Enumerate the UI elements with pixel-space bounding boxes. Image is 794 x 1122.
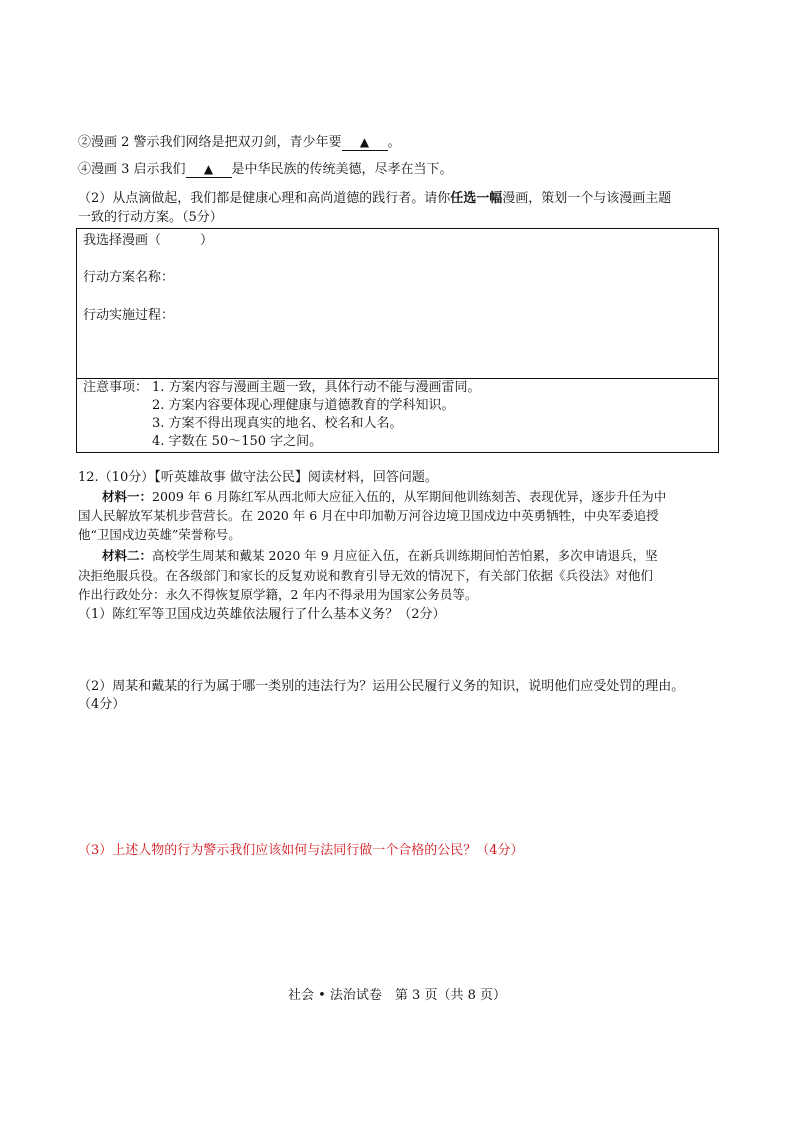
note-item: 4. 字数在 50～150 字之间。 <box>152 434 323 449</box>
triangle-icon: ▲ <box>203 162 214 176</box>
material-1-line3: 他“卫国戍边英雄”荣誉称号。 <box>78 527 241 542</box>
material-2-label: 材料二： <box>102 548 153 563</box>
q12-sub3: （3）上述人物的行为警示我们应该如何与法同行做一个合格的公民？（4分） <box>78 843 524 858</box>
q11-part2-line2: 一致的行动方案。（5分） <box>78 210 223 225</box>
q12-title: 12.（10分）【听英雄故事 做守法公民】阅读材料，回答问题。 <box>78 470 438 485</box>
note-item: 2. 方案内容要体现心理健康与道德教育的学科知识。 <box>152 398 455 413</box>
notes-label: 注意事项： <box>83 380 149 395</box>
q11-part2-line1: （2）从点滴做起，我们都是健康心理和高尚道德的践行者。请你任选一幅漫画，策划一个与该漫画主题 <box>78 191 672 206</box>
material-1-label: 材料一： <box>102 489 153 504</box>
q11-item-4-text: ④漫画 3 启示我们 <box>78 162 186 177</box>
note-item: 1. 方案内容与漫画主题一致，具体行动不能与漫画雷同。 <box>152 380 481 395</box>
q11-item-2: ②漫画 2 警示我们网络是把双刃剑，青少年要 ▲ 。 <box>78 135 401 150</box>
action-plan-box <box>76 228 719 453</box>
answer-area[interactable] <box>77 229 718 379</box>
answer-blank[interactable] <box>342 135 388 151</box>
q11-item-4: ④漫画 3 启示我们 ▲ 是中华民族的传统美德，尽孝在当下。 <box>78 162 453 177</box>
q12-sub2: （2）周某和戴某的行为属于哪一类别的违法行为？运用公民履行义务的知识，说明他们应受处罚的理由。 <box>78 679 685 694</box>
q12-sub2-line2: （4分） <box>78 697 126 712</box>
plan-process-label: 行动实施过程： <box>83 308 175 323</box>
page-footer: 社会 • 法治试卷 第 3 页（共 8 页） <box>287 988 506 1003</box>
note-item: 3. 方案不得出现真实的地名、校名和人名。 <box>152 416 403 431</box>
plan-name-label: 行动方案名称： <box>83 270 175 285</box>
material-1-line2: 国人民解放军某机步营营长。在 2020 年 6 月在中印加勒万河谷边境卫国戍边中英勇牺牲，中央军委追授 <box>78 508 659 523</box>
emphasis-text: 任选一幅 <box>450 191 503 206</box>
answer-blank[interactable] <box>186 162 232 178</box>
choose-comic-label: 我选择漫画（ ） <box>83 233 214 248</box>
material-2: 材料二：高校学生周某和戴某 2020 年 9 月应征入伍，在新兵训练期间怕苦怕累，多次申请退兵，坚 <box>102 548 658 563</box>
notes-section <box>77 379 718 452</box>
material-2-line2: 决拒绝服兵役。在各级部门和家长的反复劝说和教育引导无效的情况下，有关部门依据《兵役法》对他们 <box>78 568 654 583</box>
q12-sub1: （1）陈红军等卫国戍边英雄依法履行了什么基本义务？（2分） <box>78 607 446 622</box>
triangle-icon: ▲ <box>359 135 370 149</box>
material-1: 材料一：2009 年 6 月陈红军从西北师大应征入伍的，从军期间他训练刻苦、表现优异，逐步升任为中 <box>102 489 667 504</box>
q11-item-2-text: ②漫画 2 警示我们网络是把双刃剑，青少年要 <box>78 135 342 150</box>
material-2-line3: 作出行政处分：永久不得恢复原学籍，2 年内不得录用为国家公务员等。 <box>78 587 478 602</box>
